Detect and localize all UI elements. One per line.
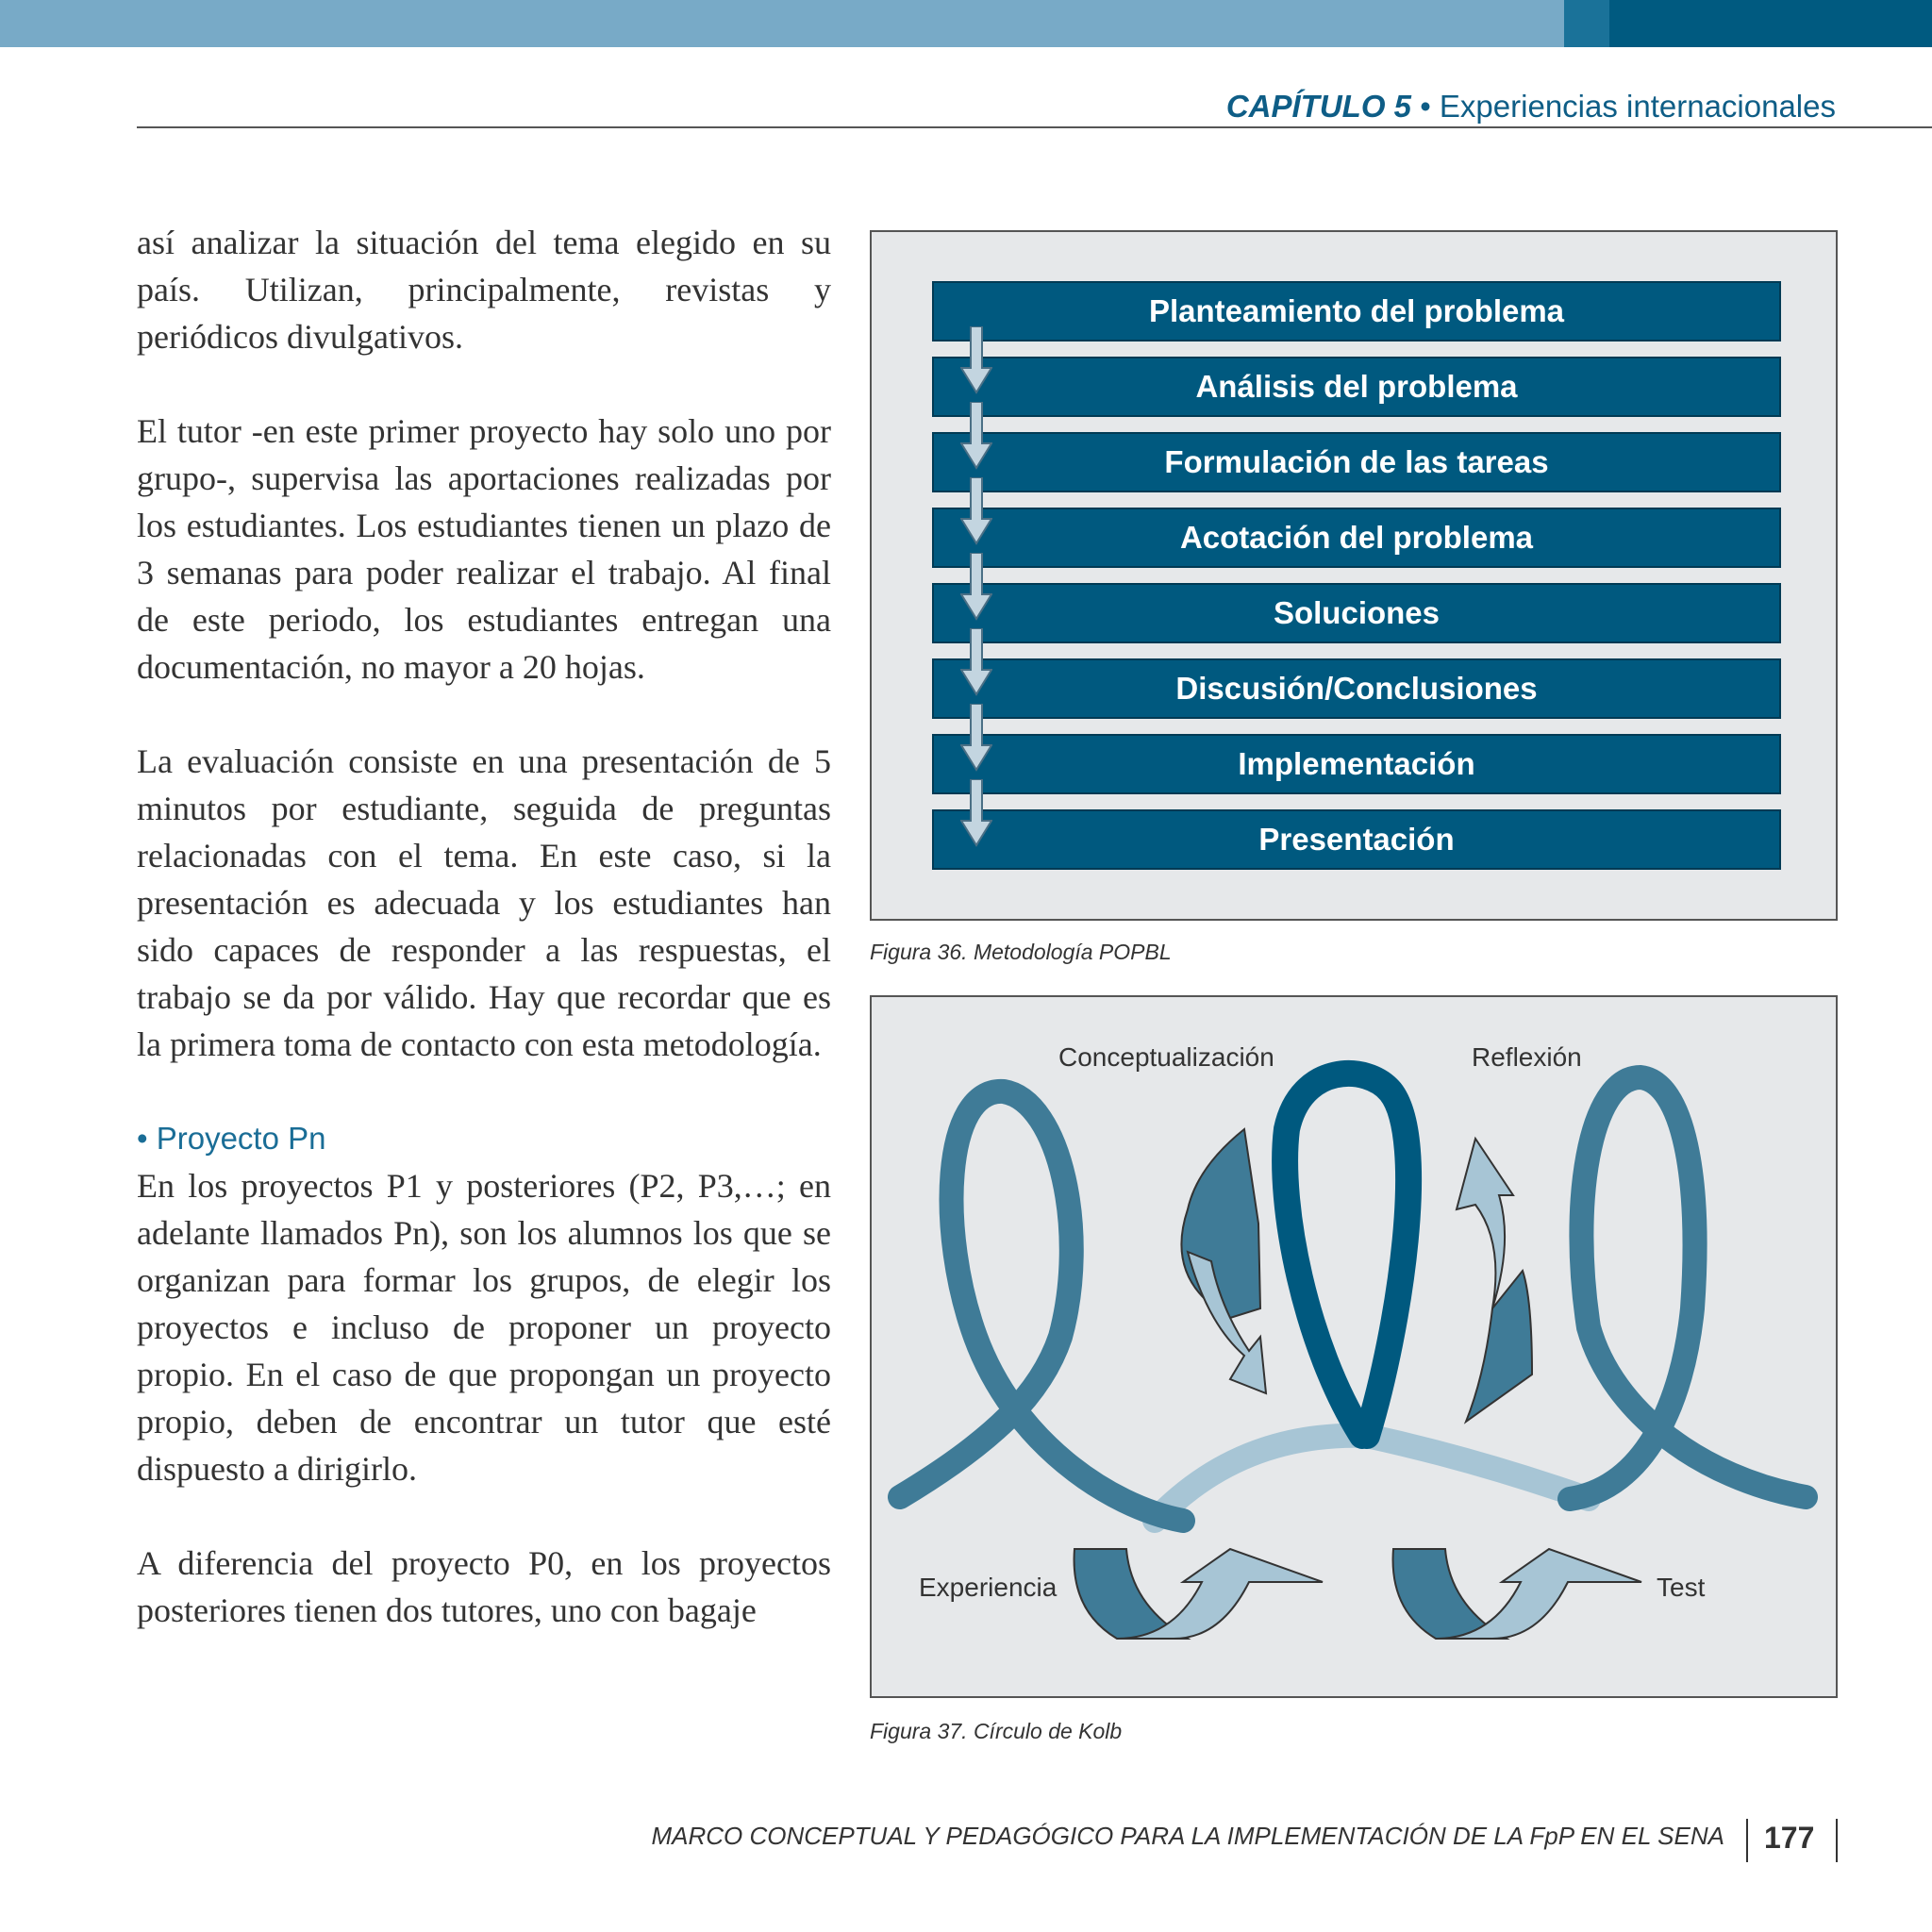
figure-caption: Figura 36. Metodología POPBL: [870, 940, 1172, 964]
kolb-label-conceptualizacion: Conceptualización: [1058, 1042, 1274, 1072]
page-number: 177: [1764, 1821, 1815, 1855]
arrow-down-icon: [960, 326, 992, 394]
kolb-label-experiencia: Experiencia: [919, 1573, 1058, 1602]
figure-kolb-diagram: [870, 995, 1838, 1698]
section-heading: • Proyecto Pn: [137, 1121, 326, 1156]
figure-popbl-diagram: [870, 230, 1838, 921]
header-separator: •: [1420, 89, 1431, 124]
paragraph: A diferencia del proyecto P0, en los proyectos posteriores tienen dos tutores, uno con bagaje: [137, 1544, 831, 1629]
footer-divider: [1836, 1819, 1838, 1862]
step-box: Implementación: [932, 734, 1781, 794]
paragraph: En los proyectos P1 y posteriores (P2, P3,…; en adelante llamados Pn), son los alumnos los que se organizan para formar los grupos, de elegir los proyectos e incluso de proponer un proyecto propio. En el caso de que propongan un proyecto propio, deben de encontrar un tutor que esté dispuesto a dirigirlo.: [137, 1167, 831, 1488]
arrow-down-icon: [960, 704, 992, 772]
step-box: Análisis del problema: [932, 357, 1781, 417]
paragraph: La evaluación consiste en una presentación de 5 minutos por estudiante, seguida de preguntas relacionadas con el tema. En este caso, si la presentación es adecuada y los estudiantes han sido capaces de responder a las respuestas, el trabajo se da por válido. Hay que recordar que es la primera toma de contacto con esta metodología.: [137, 742, 831, 1063]
paragraph: así analizar la situación del tema elegido en su país. Utilizan, principalmente, revistas y periódicos divulgativos.: [137, 224, 831, 356]
step-box: Discusión/Conclusiones: [932, 658, 1781, 719]
step-box: Planteamiento del problema: [932, 281, 1781, 341]
arrow-down-icon: [960, 553, 992, 621]
paragraph: El tutor -en este primer proyecto hay solo uno por grupo-, supervisa las aportaciones realizadas por los estudiantes. Los estudiantes tienen un plazo de 3 semanas para poder realizar el trabajo. Al final de este periodo, los estudiantes entregan una documentación, no mayor a 20 hojas.: [137, 412, 831, 686]
step-box: Presentación: [932, 809, 1781, 870]
kolb-label-reflexion: Reflexión: [1472, 1042, 1582, 1072]
step-box: Soluciones: [932, 583, 1781, 643]
footer-divider: [1746, 1819, 1748, 1862]
arrow-down-icon: [960, 402, 992, 470]
running-header: [1226, 89, 1836, 125]
body-column: [137, 219, 831, 1681]
figure-caption: Figura 37. Círculo de Kolb: [870, 1719, 1123, 1743]
chapter-label: CAPÍTULO 5: [1225, 89, 1412, 124]
top-bar-accent: [1564, 0, 1609, 47]
step-box: Acotación del problema: [932, 508, 1781, 568]
arrow-down-icon: [960, 779, 992, 847]
top-bar-accent-dark: [1609, 0, 1932, 47]
running-footer: MARCO CONCEPTUAL Y PEDAGÓGICO PARA LA IMPLEMENTACIÓN DE LA FpP EN EL SENA: [651, 1822, 1724, 1850]
arrow-down-icon: [960, 477, 992, 545]
top-color-bar: [0, 0, 1932, 47]
step-box: Formulación de las tareas: [932, 432, 1781, 492]
chapter-title: Experiencias internacionales: [1439, 89, 1836, 124]
kolb-label-test: Test: [1657, 1573, 1706, 1602]
arrow-down-icon: [960, 628, 992, 696]
header-rule: [137, 126, 1932, 128]
